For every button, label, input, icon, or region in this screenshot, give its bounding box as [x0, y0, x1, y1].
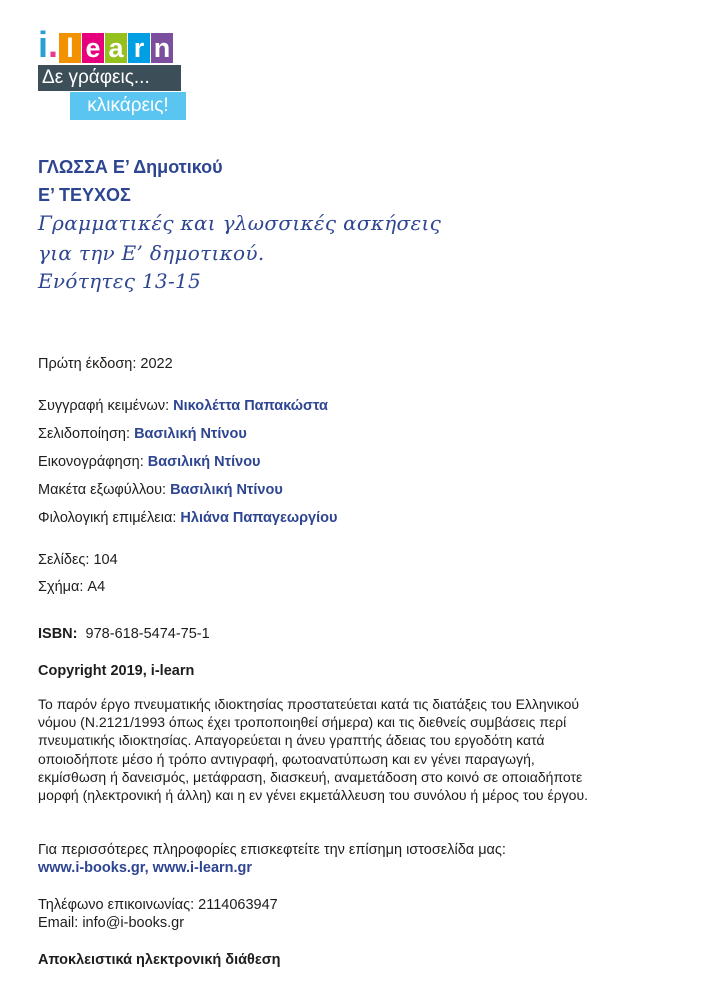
credit-label: Συγγραφή κειμένων:: [38, 398, 174, 414]
phone: Τηλέφωνο επικοινωνίας: 2114063947: [38, 897, 278, 913]
credit-value: Βασιλική Ντίνου: [170, 482, 283, 498]
legal-notice: [38, 695, 678, 804]
credit-value: Νικολέττα Παπακώστα: [173, 398, 328, 414]
credit-label: Σελιδοποίηση:: [38, 426, 135, 442]
paper-format: Σχήμα: A4: [38, 579, 106, 595]
credit-cover: [38, 482, 283, 498]
logo-i: i: [38, 24, 49, 65]
credit-editing: [38, 510, 337, 526]
page-count: Σελίδες: 104: [38, 552, 118, 568]
logo-dot: .: [48, 24, 59, 65]
legal-line: εκμίσθωση ή δανεισμός, μετάφραση, διασκευή, αναμετάδοση στο κοινό σε οποιαδήποτε: [38, 768, 583, 785]
legal-line: πνευματικής ιδιοκτησίας. Απαγορεύεται η άνευ γραπτής άδειας του εργοδότη κατά: [38, 732, 545, 749]
title-line-1: ΓΛΩΣΣΑ Ε’ Δημοτικού: [38, 157, 223, 177]
info-text: Για περισσότερες πληροφορίες επισκεφτείτε την επίσημη ιστοσελίδα μας:: [38, 842, 506, 858]
copyright: Copyright 2019, i-learn: [38, 663, 195, 679]
logo-letter: l: [59, 33, 81, 63]
title-line-2: Ε’ ΤΕΥΧΟΣ: [38, 185, 131, 205]
logo-letter: a: [105, 33, 127, 63]
credit-value: Βασιλική Ντίνου: [134, 426, 247, 442]
exclusive-notice: Αποκλειστικά ηλεκτρονική διάθεση: [38, 952, 281, 968]
isbn: [38, 626, 210, 642]
legal-line: οποιοδήποτε μέσο ή τρόπο αντιγραφή, φωτοανατύπωση και εν γένει παραγωγή,: [38, 750, 535, 767]
credit-label: Μακέτα εξωφύλλου:: [38, 482, 171, 498]
credit-value: Ηλιάνα Παπαγεωργίου: [180, 510, 338, 526]
logo-letter: e: [82, 33, 104, 63]
logo-letter: r: [128, 33, 150, 63]
subtitle-line-3: Ενότητες 13-15: [38, 269, 202, 293]
legal-line: νόμου (Ν.2121/1993 όπως έχει τροποποιηθεί σήμερα) και τις διεθνείς συμβάσεις περί: [38, 714, 567, 731]
logo-tagline-2: κλικάρεις!: [70, 92, 186, 120]
website-links[interactable]: www.i-books.gr, www.i-learn.gr: [38, 860, 253, 876]
isbn-value: 978-618-5474-75-1: [85, 626, 210, 642]
credit-value: Βασιλική Ντίνου: [147, 454, 261, 470]
credit-illustration: [38, 454, 261, 470]
subtitle-line-1: Γραμματικές και γλωσσικές ασκήσεις: [38, 211, 442, 235]
isbn-label: ISBN:: [38, 626, 78, 642]
legal-line: Το παρόν έργο πνευματικής ιδιοκτησίας προστατεύεται κατά τις διατάξεις του Ελληνικού: [38, 696, 580, 712]
credit-label: Φιλολογική επιμέλεια:: [38, 510, 181, 526]
legal-line: μορφή (ηλεκτρονική ή άλλη) και η εν γένει εκμετάλλευση του συνόλου ή μέρος του έργου.: [38, 787, 589, 804]
subtitle-line-2: για την Ε’ δημοτικού.: [38, 241, 265, 265]
credit-label: Εικονογράφηση:: [38, 454, 148, 470]
edition: Πρώτη έκδοση: 2022: [38, 356, 173, 372]
logo-letter: n: [151, 33, 173, 63]
credit-author: [38, 398, 328, 414]
email[interactable]: Email: info@i-books.gr: [38, 915, 185, 931]
logo-tagline-1: Δε γράφεις...: [38, 65, 181, 91]
credit-layout: [38, 426, 247, 442]
logo-wordmark: [38, 24, 173, 65]
ilearn-logo: [38, 24, 188, 127]
